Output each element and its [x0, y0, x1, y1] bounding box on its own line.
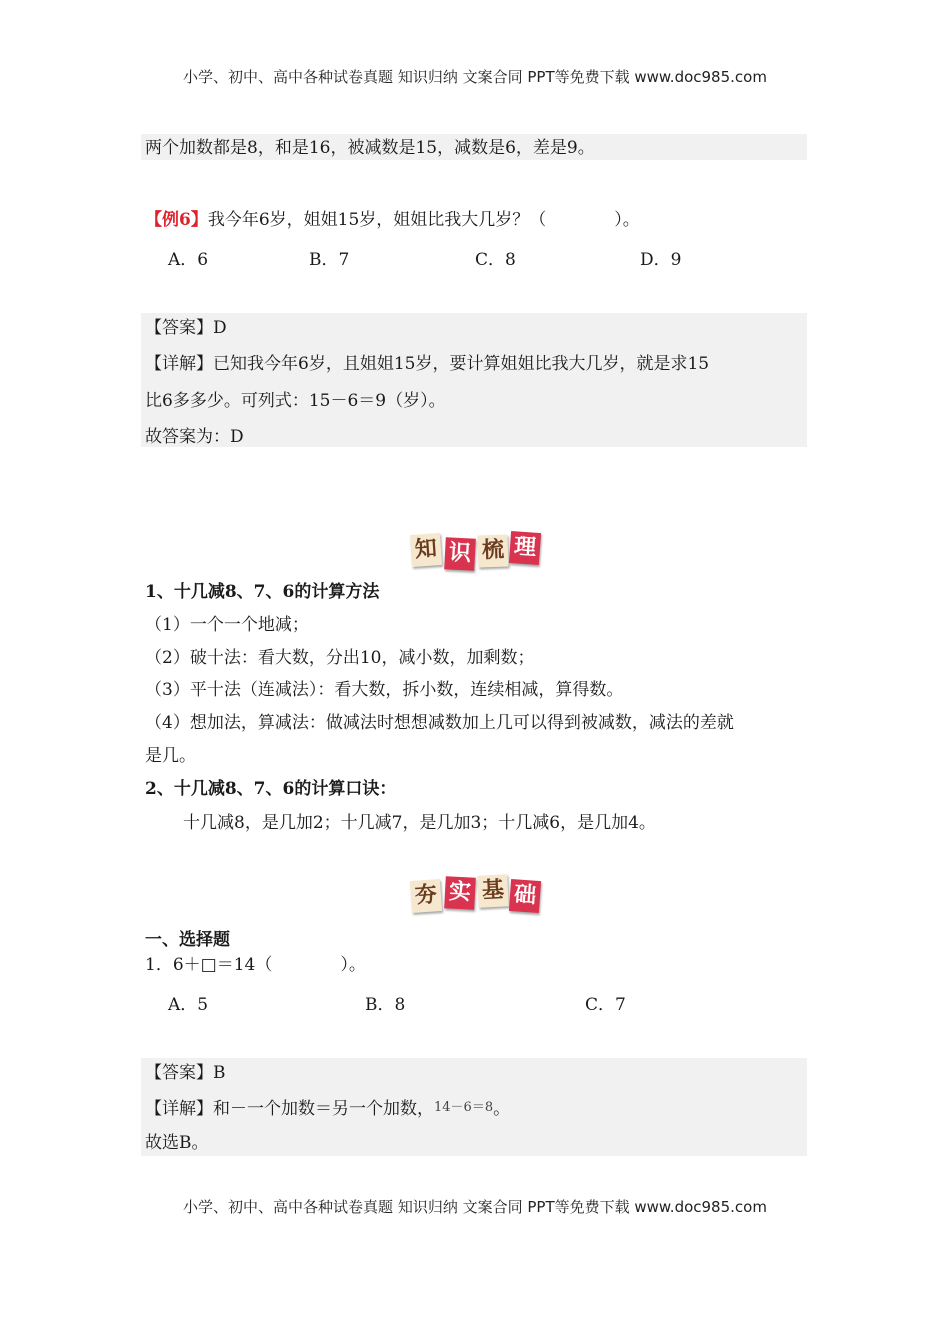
question-1-detail	[145, 1096, 510, 1121]
banner-char-4: 础	[509, 879, 541, 913]
page-footer: 小学、初中、高中各种试卷真题 知识归纳 文案合同 PPT等免费下载 www.doc985.com	[183, 1198, 767, 1216]
banner-char-2: 识	[444, 537, 476, 571]
question-1-option-b: B．8	[365, 995, 406, 1015]
example6-answer: 【答案】D	[145, 318, 227, 338]
example6-question-text: 我今年6岁，姐姐15岁，姐姐比我大几岁？（ ）。	[207, 210, 640, 230]
question-1-tail: （ ）。	[255, 955, 366, 975]
question-1-detail-prefix: 【详解】和－一个加数＝另一个加数，	[145, 1099, 434, 1119]
question-1-option-a: A．5	[168, 995, 209, 1015]
banner-char-2: 实	[444, 876, 476, 910]
knowledge-banner	[409, 528, 543, 578]
example6-question	[145, 208, 640, 232]
knowledge-heading-2: 2、十几减8、7、6的计算口诀：	[145, 779, 397, 799]
knowledge-item-4-line1: （4）想加法，算减法：做减法时想想减数加上几可以得到被减数，减法的差就	[145, 713, 734, 733]
example6-detail-line2: 比6多多少。可列式：15－6＝9（岁）。	[145, 391, 446, 411]
knowledge-rhyme: 十几减8，是几加2；十几减7，是几加3；十几减6，是几加4。	[183, 813, 656, 833]
banner-char-4: 理	[509, 531, 541, 565]
question-1-number: 1．	[145, 955, 173, 975]
question-1-detail-suffix: 。	[493, 1099, 511, 1119]
question-1-detail-math: 14－6＝8	[434, 1100, 494, 1115]
banner-char-3: 梳	[477, 534, 508, 567]
page-header: 小学、初中、高中各种试卷真题 知识归纳 文案合同 PPT等免费下载 www.doc985.com	[183, 68, 767, 86]
basics-banner	[409, 872, 543, 922]
prev-explanation: 两个加数都是8，和是16，被减数是15，减数是6，差是9。	[145, 138, 595, 158]
question-1	[145, 953, 366, 977]
question-1-option-c: C．7	[585, 995, 626, 1015]
question-1-math: 6＋□＝14	[172, 955, 256, 975]
question-1-conclusion: 故选B。	[145, 1133, 209, 1153]
question-1-answer: 【答案】B	[145, 1063, 226, 1083]
knowledge-item-3: （3）平十法（连减法）：看大数，拆小数，连续相减，算得数。	[145, 680, 624, 700]
example6-tag: 【例6】	[145, 210, 208, 230]
knowledge-heading-1: 1、十几减8、7、6的计算方法	[145, 582, 380, 602]
banner-char-1: 知	[410, 533, 442, 567]
example6-option-a: A．6	[168, 250, 209, 270]
section1-title: 一、选择题	[145, 930, 230, 950]
example6-option-c: C．8	[475, 250, 516, 270]
banner-char-1: 夯	[410, 879, 442, 913]
knowledge-item-2: （2）破十法：看大数，分出10，减小数，加剩数；	[145, 648, 535, 668]
example6-detail-line1: 【详解】已知我今年6岁，且姐姐15岁，要计算姐姐比我大几岁，就是求15	[145, 354, 710, 374]
example6-conclusion: 故答案为：D	[145, 427, 244, 447]
knowledge-item-4-line2: 是几。	[145, 746, 196, 766]
example6-option-b: B．7	[309, 250, 350, 270]
example6-option-d: D．9	[640, 250, 682, 270]
knowledge-item-1: （1）一个一个地减；	[145, 615, 309, 635]
banner-char-3: 基	[477, 874, 509, 908]
